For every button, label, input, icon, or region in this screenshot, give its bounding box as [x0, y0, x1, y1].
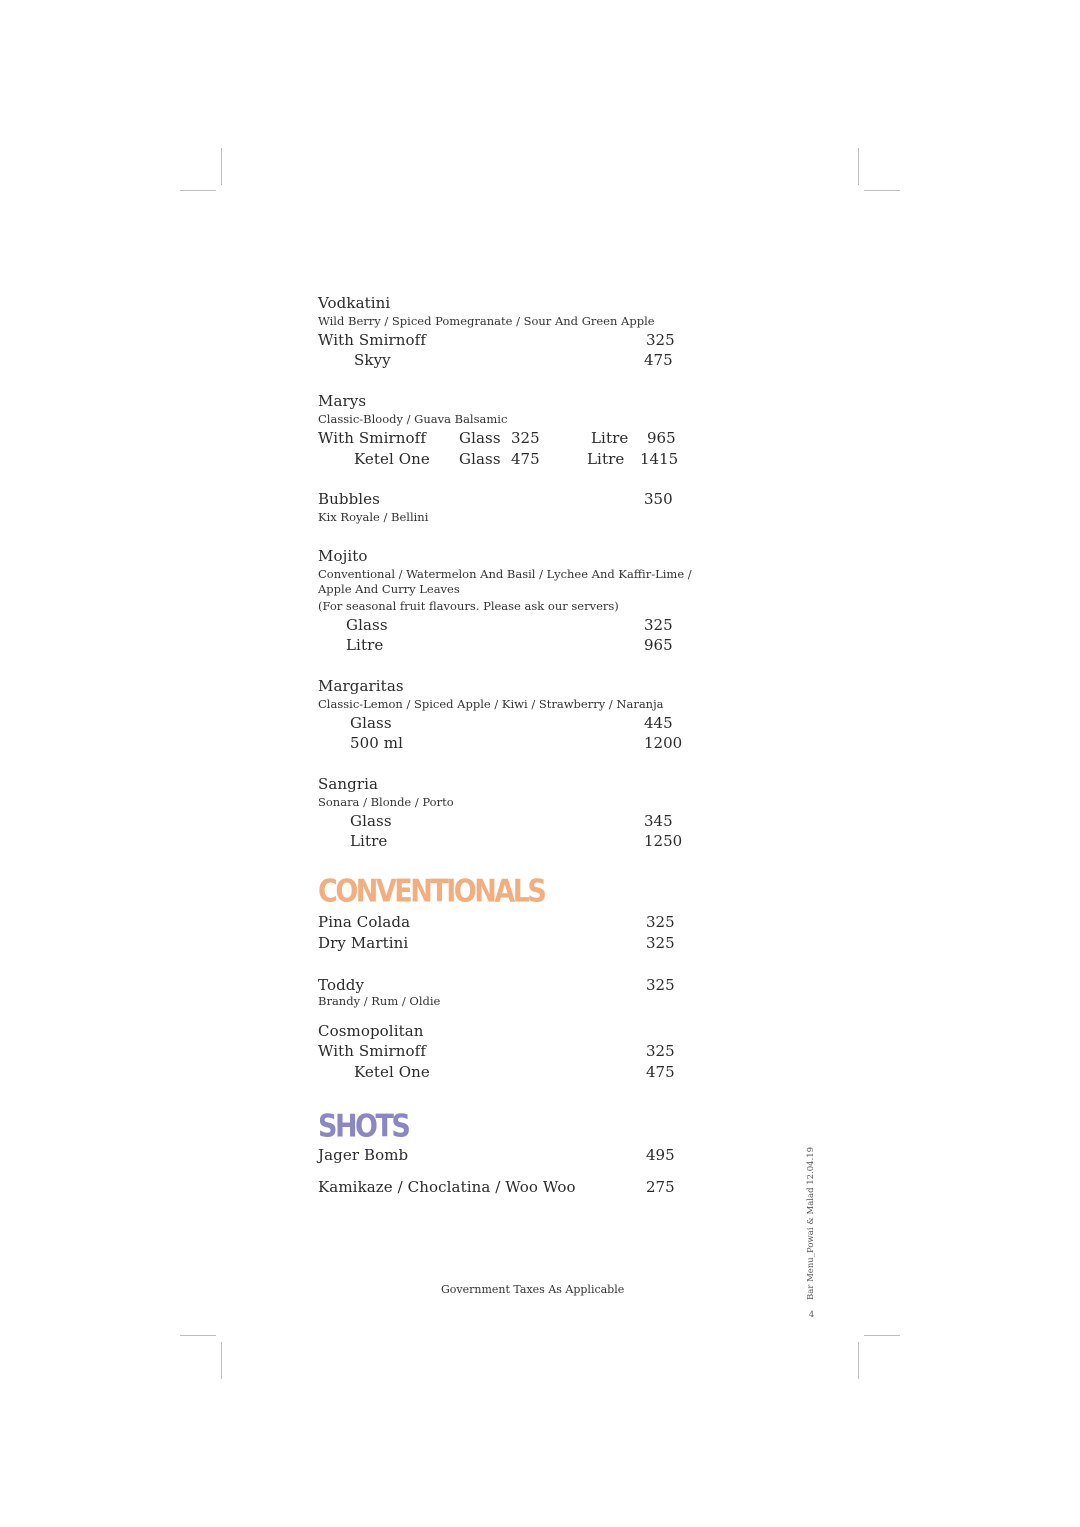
sangria-glass-label: Glass [350, 812, 392, 830]
vodkatini-smirnoff-label: With Smirnoff [318, 331, 426, 349]
kamikaze-label: Kamikaze / Choclatina / Woo Woo [318, 1178, 576, 1196]
vodkatini-smirnoff-price: 325 [646, 331, 675, 349]
vodkatini-title: Vodkatini [318, 294, 391, 312]
marys-ketel-litre-price: 1415 [640, 450, 679, 468]
sangria-litre-label: Litre [350, 832, 388, 850]
marys-ketel-glass: Glass [459, 450, 501, 468]
mojito-note: (For seasonal fruit flavours. Please ask our servers) [318, 599, 619, 613]
marys-ketel-litre: Litre [587, 450, 625, 468]
toddy-flavours: Brandy / Rum / Oldie [318, 994, 441, 1008]
mojito-flavours-line2: Apple And Curry Leaves [318, 582, 460, 596]
vodkatini-flavours: Wild Berry / Spiced Pomegranate / Sour And Green Apple [318, 314, 655, 328]
marys-smirnoff-label: With Smirnoff [318, 429, 426, 447]
crop-mark [858, 1342, 859, 1379]
marys-ketel-glass-price: 475 [511, 450, 540, 468]
kamikaze-price: 275 [646, 1178, 675, 1196]
sangria-glass-price: 345 [644, 812, 673, 830]
mojito-flavours-line1: Conventional / Watermelon And Basil / Lychee And Kaffir-Lime / [318, 567, 692, 581]
margaritas-500ml-label: 500 ml [350, 734, 404, 752]
crop-mark [858, 148, 859, 185]
marys-title: Marys [318, 392, 367, 410]
sangria-title: Sangria [318, 775, 379, 793]
toddy-title: Toddy [318, 976, 365, 994]
cosmopolitan-ketel-price: 475 [646, 1063, 675, 1081]
pina-colada-price: 325 [646, 913, 675, 931]
cosmopolitan-ketel-label: Ketel One [354, 1063, 430, 1081]
footer-taxes-note: Government Taxes As Applicable [441, 1283, 625, 1296]
sangria-litre-price: 1250 [644, 832, 683, 850]
bubbles-price: 350 [644, 490, 673, 508]
shots-heading: SHOTS [318, 1109, 409, 1145]
crop-mark [180, 190, 216, 191]
margaritas-title: Margaritas [318, 677, 404, 695]
marys-smirnoff-glass-price: 325 [511, 429, 540, 447]
marys-smirnoff-glass: Glass [459, 429, 501, 447]
mojito-litre-label: Litre [346, 636, 384, 654]
bubbles-flavours: Kix Royale / Bellini [318, 510, 429, 524]
jager-bomb-label: Jager Bomb [318, 1146, 409, 1164]
jager-bomb-price: 495 [646, 1146, 675, 1164]
dry-martini-label: Dry Martini [318, 934, 409, 952]
vodkatini-skyy-price: 475 [644, 351, 673, 369]
side-note: Bar Menu_Powai & Malad 12.04.19 [806, 1146, 816, 1300]
toddy-price: 325 [646, 976, 675, 994]
margaritas-glass-label: Glass [350, 714, 392, 732]
marys-flavours: Classic-Bloody / Guava Balsamic [318, 412, 508, 426]
sangria-flavours: Sonara / Blonde / Porto [318, 795, 454, 809]
marys-smirnoff-litre-price: 965 [647, 429, 676, 447]
vodkatini-skyy-label: Skyy [354, 351, 391, 369]
cosmopolitan-smirnoff-price: 325 [646, 1042, 675, 1060]
marys-ketel-label: Ketel One [354, 450, 430, 468]
pina-colada-label: Pina Colada [318, 913, 411, 931]
crop-mark [864, 1335, 900, 1336]
crop-mark [221, 1342, 222, 1379]
marys-smirnoff-litre: Litre [591, 429, 629, 447]
cosmopolitan-smirnoff-label: With Smirnoff [318, 1042, 426, 1060]
dry-martini-price: 325 [646, 934, 675, 952]
bubbles-title: Bubbles [318, 490, 380, 508]
margaritas-500ml-price: 1200 [644, 734, 683, 752]
mojito-litre-price: 965 [644, 636, 673, 654]
mojito-title: Mojito [318, 547, 368, 565]
margaritas-glass-price: 445 [644, 714, 673, 732]
crop-mark [221, 148, 222, 185]
conventionals-heading: CONVENTIONALS [318, 874, 545, 910]
mojito-glass-price: 325 [644, 616, 673, 634]
crop-mark [180, 1335, 216, 1336]
mojito-glass-label: Glass [346, 616, 388, 634]
page-number: 4 [809, 1310, 815, 1319]
cosmopolitan-title: Cosmopolitan [318, 1022, 424, 1040]
margaritas-flavours: Classic-Lemon / Spiced Apple / Kiwi / Strawberry / Naranja [318, 697, 664, 711]
crop-mark [864, 190, 900, 191]
